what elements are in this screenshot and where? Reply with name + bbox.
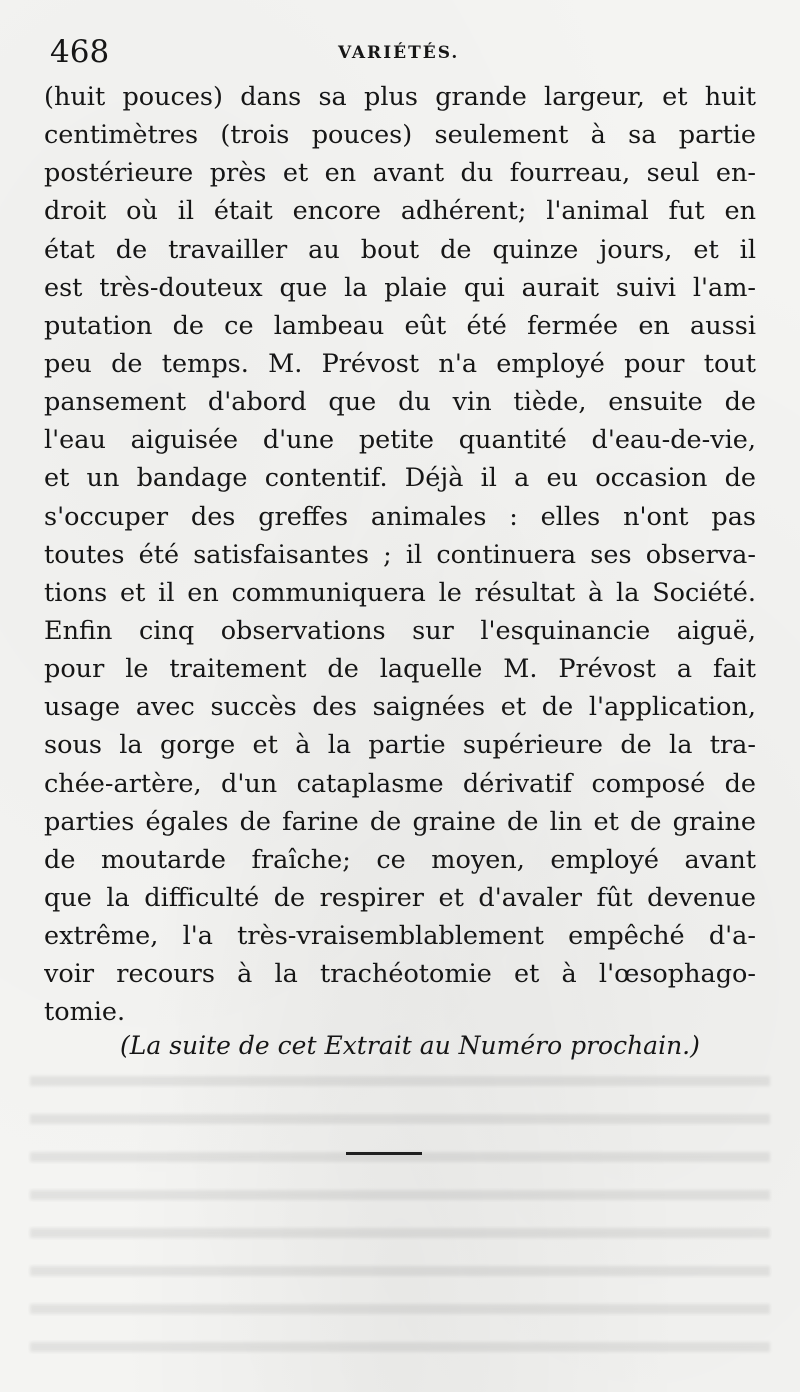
- text-line: que la difficulté de respirer et d'avaler fût devenue: [44, 882, 756, 913]
- text-line: et un bandage contentif. Déjà il a eu occasion de: [44, 463, 756, 494]
- text-line: centimètres (trois pouces) seulement à sa partie: [44, 120, 756, 151]
- text-line: extrême, l'a très-vraisemblablement empêché d'a-: [44, 921, 756, 952]
- text-line: pansement d'abord que du vin tiède, ensuite de: [44, 387, 756, 418]
- text-line: est très-douteux que la plaie qui aurait suivi l'am-: [44, 272, 756, 303]
- text-line: droit où il était encore adhérent; l'animal fut en: [44, 196, 756, 227]
- text-line: tions et il en communiquera le résultat à la Société.: [44, 577, 756, 608]
- page-number: 468: [50, 34, 110, 70]
- text-line: état de travailler au bout de quinze jours, et il: [44, 234, 756, 265]
- running-title: VARIÉTÉS.: [338, 43, 460, 63]
- continuation-note: (La suite de cet Extrait au Numéro prochain.): [120, 1031, 700, 1060]
- text-line: peu de temps. M. Prévost n'a employé pour tout: [44, 348, 756, 379]
- text-line: toutes été satisfaisantes ; il continuera ses observa-: [44, 539, 756, 570]
- text-line: putation de ce lambeau eût été fermée en aussi: [44, 310, 756, 341]
- text-line: usage avec succès des saignées et de l'application,: [44, 692, 756, 723]
- text-line: Enfin cinq observations sur l'esquinancie aiguë,: [44, 615, 756, 646]
- text-line: postérieure près et en avant du fourreau, seul en-: [44, 158, 756, 189]
- text-line: l'eau aiguisée d'une petite quantité d'eau-de-vie,: [44, 425, 756, 456]
- text-line: de moutarde fraîche; ce moyen, employé avant: [44, 844, 756, 875]
- text-line: voir recours à la trachéotomie et à l'œsophago-: [44, 959, 756, 990]
- text-line: s'occuper des greffes animales : elles n'ont pas: [44, 501, 756, 532]
- text-line: chée-artère, d'un cataplasme dérivatif composé de: [44, 768, 756, 799]
- text-line: pour le traitement de laquelle M. Prévost a fait: [44, 654, 756, 685]
- text-line: (huit pouces) dans sa plus grande largeur, et huit: [44, 82, 756, 112]
- text-line: parties égales de farine de graine de lin et de graine: [44, 806, 756, 837]
- text-line: sous la gorge et à la partie supérieure de la tra-: [44, 730, 756, 761]
- page-header: [50, 34, 750, 74]
- text-line: tomie.: [44, 997, 126, 1028]
- show-through-texture: [30, 1060, 770, 1360]
- body-text: [44, 78, 756, 1032]
